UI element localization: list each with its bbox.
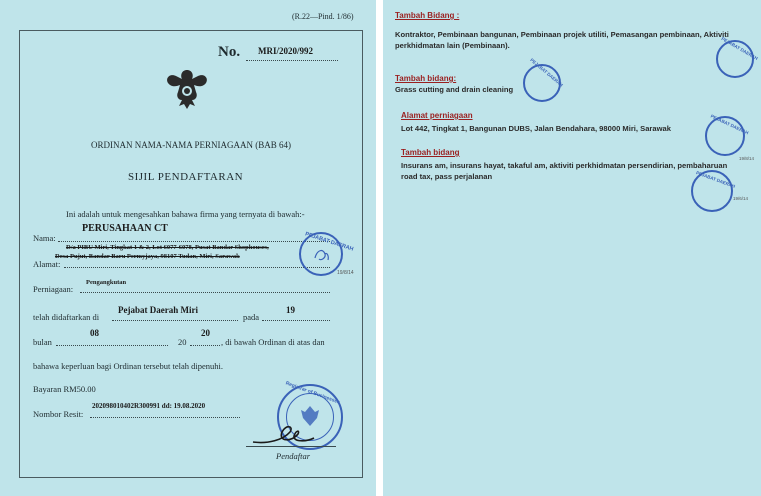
nama-label: Nama: — [33, 233, 56, 243]
stamp-signature-icon — [301, 234, 341, 274]
coat-of-arms-emblem — [162, 66, 212, 112]
certificate-no-value: MRI/2020/992 — [258, 46, 313, 56]
intro-text: Ini adalah untuk mengesahkan bahawa firma yang ternyata di bawah:- — [66, 209, 305, 219]
stamp-text: PEJABAT DAERAH — [695, 170, 736, 189]
seal-text: Registrar of Businesses — [284, 380, 341, 406]
address-line-1: D/a PIBU Miri, Tingkat 1 & 2, Lot 6077-6078, Pusat Bandar Shophouses, — [66, 244, 269, 251]
alamat-label: Alamat: — [33, 259, 61, 269]
district-stamp-middle — [523, 57, 564, 102]
pendaftar-label: Pendaftar — [276, 451, 310, 461]
certificate-page — [0, 0, 376, 496]
section-heading-4: Tambah bidang — [401, 148, 460, 157]
keperluan-text: bahawa keperluan bagi Ordinan tersebut telah dipenuhi. — [33, 361, 224, 371]
district-stamp-address — [705, 113, 750, 156]
receipt-number: 202098010402R300991 dd: 19.08.2020 — [92, 402, 206, 410]
no-dotted-line — [246, 60, 338, 61]
stamp-date-1: 19/8/14 — [739, 156, 755, 161]
section-heading-3: Alamat perniagaan — [401, 111, 473, 120]
pada-label: pada — [243, 312, 260, 322]
resit-label: Nombor Resit: — [33, 409, 84, 419]
perniagaan-dotted-line — [80, 292, 330, 293]
stamp-text: PEJABAT DAERAH — [709, 113, 750, 136]
year-prefix: 20 — [178, 337, 187, 347]
section-text-3: Lot 442, Tingkat 1, Bangunan DUBS, Jalan Bendahara, 98000 Miri, Sarawak — [401, 124, 671, 133]
registration-month: 08 — [90, 328, 99, 338]
signature-line — [246, 446, 336, 447]
section-heading-1: Tambah Bidang : — [395, 11, 460, 20]
section-text-1: Kontraktor, Pembinaan bangunan, Pembinaan projek utiliti, Pemasangan pembinaan, Aktiviti perkhidmatan lain (Pembinaan). — [395, 30, 729, 50]
didaftarkan-dotted-line — [112, 320, 238, 321]
registration-day: 19 — [286, 305, 295, 315]
perniagaan-label: Perniagaan: — [33, 284, 74, 294]
year-dotted-line — [190, 345, 220, 346]
nama-dotted-line — [58, 241, 330, 242]
stamp-date: 19/8/14 — [337, 270, 354, 276]
address-line-2: Desa Pujut, Bandar Baru Permyjaya, 98107 Tudan, Miri, Sarawak — [55, 253, 240, 260]
certificate-title: SIJIL PENDAFTARAN — [128, 171, 244, 183]
form-code: (R.22—Pind. 1/86) — [292, 12, 354, 21]
district-stamp-bottom — [691, 170, 736, 212]
business-name: PERUSAHAAN CT — [82, 223, 168, 234]
certificate-no-label: No. — [218, 44, 241, 60]
ordinance-heading: ORDINAN NAMA-NAMA PERNIAGAAN (BAB 64) — [91, 140, 291, 150]
pada-dotted-line — [262, 320, 330, 321]
didaftarkan-label: telah didaftarkan di — [33, 312, 100, 322]
bayaran-text: Bayaran RM50.00 — [33, 384, 96, 394]
registration-year: 20 — [201, 328, 210, 338]
registered-at: Pejabat Daerah Miri — [118, 305, 198, 315]
section-text-4: Insurans am, insurans hayat, takaful am, aktiviti perkhidmatan persendirian, pembaharuan road tax, pass perjalanan — [401, 161, 728, 181]
bulan-suffix: , di bawah Ordinan di atas dan — [221, 337, 325, 347]
bulan-dotted-line — [56, 345, 168, 346]
stamp-text: PEJABAT DAERAH — [304, 231, 355, 253]
business-type: Pengangkutan — [86, 279, 127, 286]
stamp-text: PEJABAT DAERAH — [529, 57, 564, 88]
stamp-date-2: 19/6/14 — [733, 196, 749, 201]
stamp-text: PEJABAT DAERAH — [720, 36, 759, 61]
section-text-2: Grass cutting and drain cleaning — [395, 85, 514, 94]
resit-dotted-line — [90, 417, 240, 418]
section-heading-2: Tambah bidang: — [395, 74, 457, 83]
amendment-page — [383, 0, 761, 496]
bulan-label: bulan — [33, 337, 52, 347]
district-stamp-top-right — [716, 36, 759, 78]
alamat-dotted-line — [64, 267, 330, 268]
